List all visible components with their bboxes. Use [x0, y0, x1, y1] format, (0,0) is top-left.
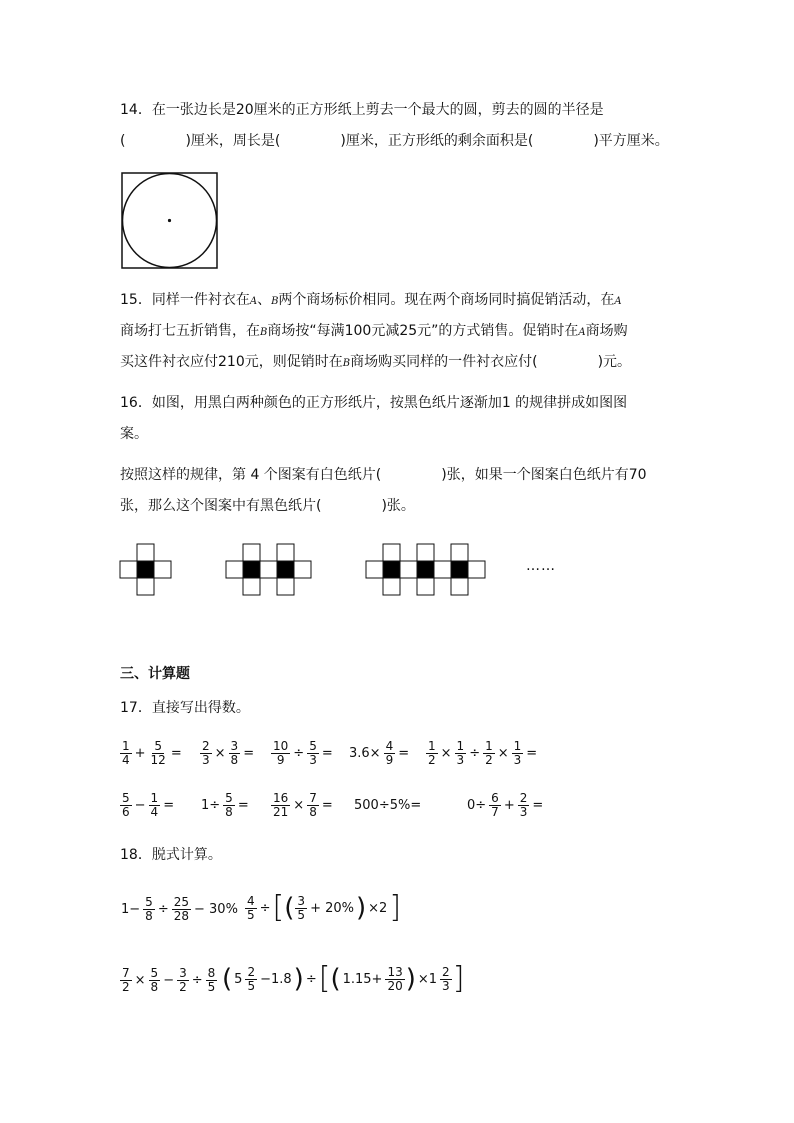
fraction: $\frac{3}{8}$: [230, 739, 239, 767]
q16-text3b: )张，如果一个图案白色纸片有70: [441, 467, 647, 483]
tile-pattern-3: [366, 544, 485, 595]
q15-text3b: 商场购买同样的一件衬衣应付(: [350, 354, 538, 370]
q17-r1-e4: 3.6× $\frac{4}{9}$ =: [349, 739, 410, 767]
white-tile: [260, 561, 277, 578]
fraction: $\frac{1}{2}$: [428, 739, 436, 767]
tile-pattern-1: [120, 544, 171, 595]
fraction: $\frac{3}{5}$: [297, 893, 306, 922]
white-tile: [434, 561, 451, 578]
white-tile: [400, 561, 417, 578]
q14-text-p4: )平方厘米。: [593, 133, 669, 149]
fraction: $\frac{3}{2}$: [179, 966, 187, 994]
fraction: $\frac{10}{9}$: [273, 739, 289, 767]
q15-text3a: 买这件衬衣应付210元，则促销时在: [120, 354, 343, 370]
fraction: $\frac{7}{2}$: [122, 966, 130, 994]
q15-mall-b: B: [271, 296, 279, 307]
white-tile: [120, 561, 137, 578]
q16-text4a: 张，那么这个图案中有黑色纸片(: [120, 498, 322, 514]
white-tile: [451, 578, 468, 595]
q18-expr3: $\frac{7}{2}$ × $\frac{5}{8}$ − $\frac{3}{2}$ ÷ $\frac{8}{5}$: [122, 966, 216, 994]
q15-mall-a3: A: [578, 327, 586, 338]
q18-title: 18．脱式计算。: [120, 847, 222, 863]
white-tile: [417, 544, 434, 561]
white-tile: [277, 544, 294, 561]
q17-r2-e2: 1÷ $\frac{5}{8}$ =: [201, 791, 249, 819]
white-tile: [294, 561, 311, 578]
white-tile: [383, 578, 400, 595]
white-tile: [226, 561, 243, 578]
fraction: $\frac{1}{2}$: [485, 739, 493, 767]
fraction: $\frac{5}{12}$: [150, 739, 166, 767]
q15-mall-b3: B: [342, 358, 351, 369]
q14-text1: 14．在一张边长是20厘米的正方形纸上剪去一个最大的圆，剪去的圆的半径是: [120, 102, 604, 118]
fraction: $\frac{13}{20}$: [387, 964, 403, 993]
fraction: $\frac{5}{6}$: [122, 791, 130, 819]
white-tile: [383, 544, 400, 561]
q14-text-p3: )厘米，正方形纸的剩余面积是(: [340, 133, 534, 149]
q16-text4b: )张。: [381, 498, 415, 514]
fraction: $\frac{1}{3}$: [456, 739, 465, 767]
fraction: $\frac{2}{3}$: [442, 964, 450, 993]
white-tile: [366, 561, 383, 578]
q17-r1-e5: $\frac{1}{2}$ × $\frac{1}{3}$ ÷ $\frac{1}{2}$ × $\frac{1}{3}$ =: [428, 739, 538, 767]
q15-mall-a2: A: [614, 296, 622, 307]
fraction: $\frac{2}{5}$: [247, 964, 256, 993]
fraction: $\frac{1}{3}$: [513, 739, 522, 767]
fraction: $\frac{25}{28}$: [173, 895, 189, 923]
q15-mall-a: A: [249, 296, 258, 307]
q14-text-p2: )厘米，周长是(: [185, 133, 281, 149]
black-tile: [417, 561, 434, 578]
q15-sep: 、: [257, 292, 272, 308]
q16-text1: 16．如图，用黑白两种颜色的正方形纸片，按黑色纸片逐渐加1 的规律拼成如图图: [120, 395, 628, 411]
fraction: $\frac{4}{9}$: [385, 739, 394, 767]
q18-expr1: 1− $\frac{5}{8}$ ÷ $\frac{25}{28}$ − 30%: [121, 895, 238, 923]
q15-text3c: )元。: [597, 354, 632, 370]
q15-text2a: 商场打七五折销售，在: [120, 323, 260, 339]
fraction: $\frac{5}{8}$: [145, 895, 153, 923]
q15-text1b: 两个商场标价相同。现在两个商场同时搞促销活动，在: [278, 292, 615, 308]
white-tile: [137, 578, 154, 595]
q15-text1a: 15．同样一件衬衣在: [120, 292, 250, 308]
q16-ellipsis: ……: [526, 558, 556, 574]
black-tile: [277, 561, 294, 578]
fraction: $\frac{7}{8}$: [309, 791, 317, 819]
white-tile: [277, 578, 294, 595]
black-tile: [383, 561, 400, 578]
fraction: $\frac{5}{8}$: [150, 966, 159, 994]
white-tile: [243, 544, 260, 561]
fraction: $\frac{6}{7}$: [491, 791, 499, 819]
white-tile: [451, 544, 468, 561]
q17-r1-e2: $\frac{2}{3}$ × $\frac{3}{8}$ =: [202, 739, 255, 767]
q15-text2c: 商场购: [585, 323, 628, 339]
black-tile: [243, 561, 260, 578]
q17-r2-e4: 500÷5%=: [354, 798, 422, 813]
white-tile: [243, 578, 260, 595]
q15-text2b: 商场按“每满100元减25元”的方式销售。促销时在: [267, 323, 579, 339]
white-tile: [137, 544, 154, 561]
q18-expr4: ( 5 $\frac{2}{5}$ −1.8 ) ÷ [ ( 1.15+ $\frac{13}{20}$ ) ×1 $\frac{2}{3}$ ]: [222, 961, 465, 996]
fraction: $\frac{1}{4}$: [150, 791, 159, 819]
fraction: $\frac{2}{3}$: [202, 739, 210, 767]
black-tile: [451, 561, 468, 578]
section-title: 三、计算题: [120, 666, 190, 682]
q14-paren-open: (: [120, 133, 126, 149]
white-tile: [417, 578, 434, 595]
fraction: $\frac{16}{21}$: [273, 791, 289, 819]
q17-r1-e3: $\frac{10}{9}$ ÷ $\frac{5}{3}$ =: [273, 739, 333, 767]
q17-r2-e3: $\frac{16}{21}$ × $\frac{7}{8}$ =: [273, 791, 333, 819]
fraction: $\frac{4}{5}$: [247, 893, 255, 922]
fraction: $\frac{2}{3}$: [519, 791, 528, 819]
q16-text3a: 按照这样的规律，第 4 个图案有白色纸片(: [120, 467, 382, 483]
q17-r1-e1: $\frac{1}{4}$ + $\frac{5}{12}$ =: [122, 739, 182, 767]
white-tile: [468, 561, 485, 578]
fraction: $\frac{1}{4}$: [122, 739, 130, 767]
tile-pattern-2: [226, 544, 311, 595]
q17-r2-e1: $\frac{5}{6}$ − $\frac{1}{4}$ =: [122, 791, 175, 819]
fraction: $\frac{8}{5}$: [207, 966, 216, 994]
q16-text2: 案。: [120, 426, 148, 442]
q17-title: 17．直接写出得数。: [120, 700, 250, 716]
fraction: $\frac{5}{3}$: [309, 739, 317, 767]
white-tile: [154, 561, 171, 578]
q17-r2-e5: 0÷ $\frac{6}{7}$ + $\frac{2}{3}$ =: [467, 791, 544, 819]
q15-mall-b2: B: [260, 327, 268, 338]
q18-expr2: $\frac{4}{5}$ ÷ [ ( $\frac{3}{5}$ + 20% ) ×2 ]: [247, 890, 402, 925]
fraction: $\frac{5}{8}$: [225, 791, 233, 819]
black-tile: [137, 561, 154, 578]
